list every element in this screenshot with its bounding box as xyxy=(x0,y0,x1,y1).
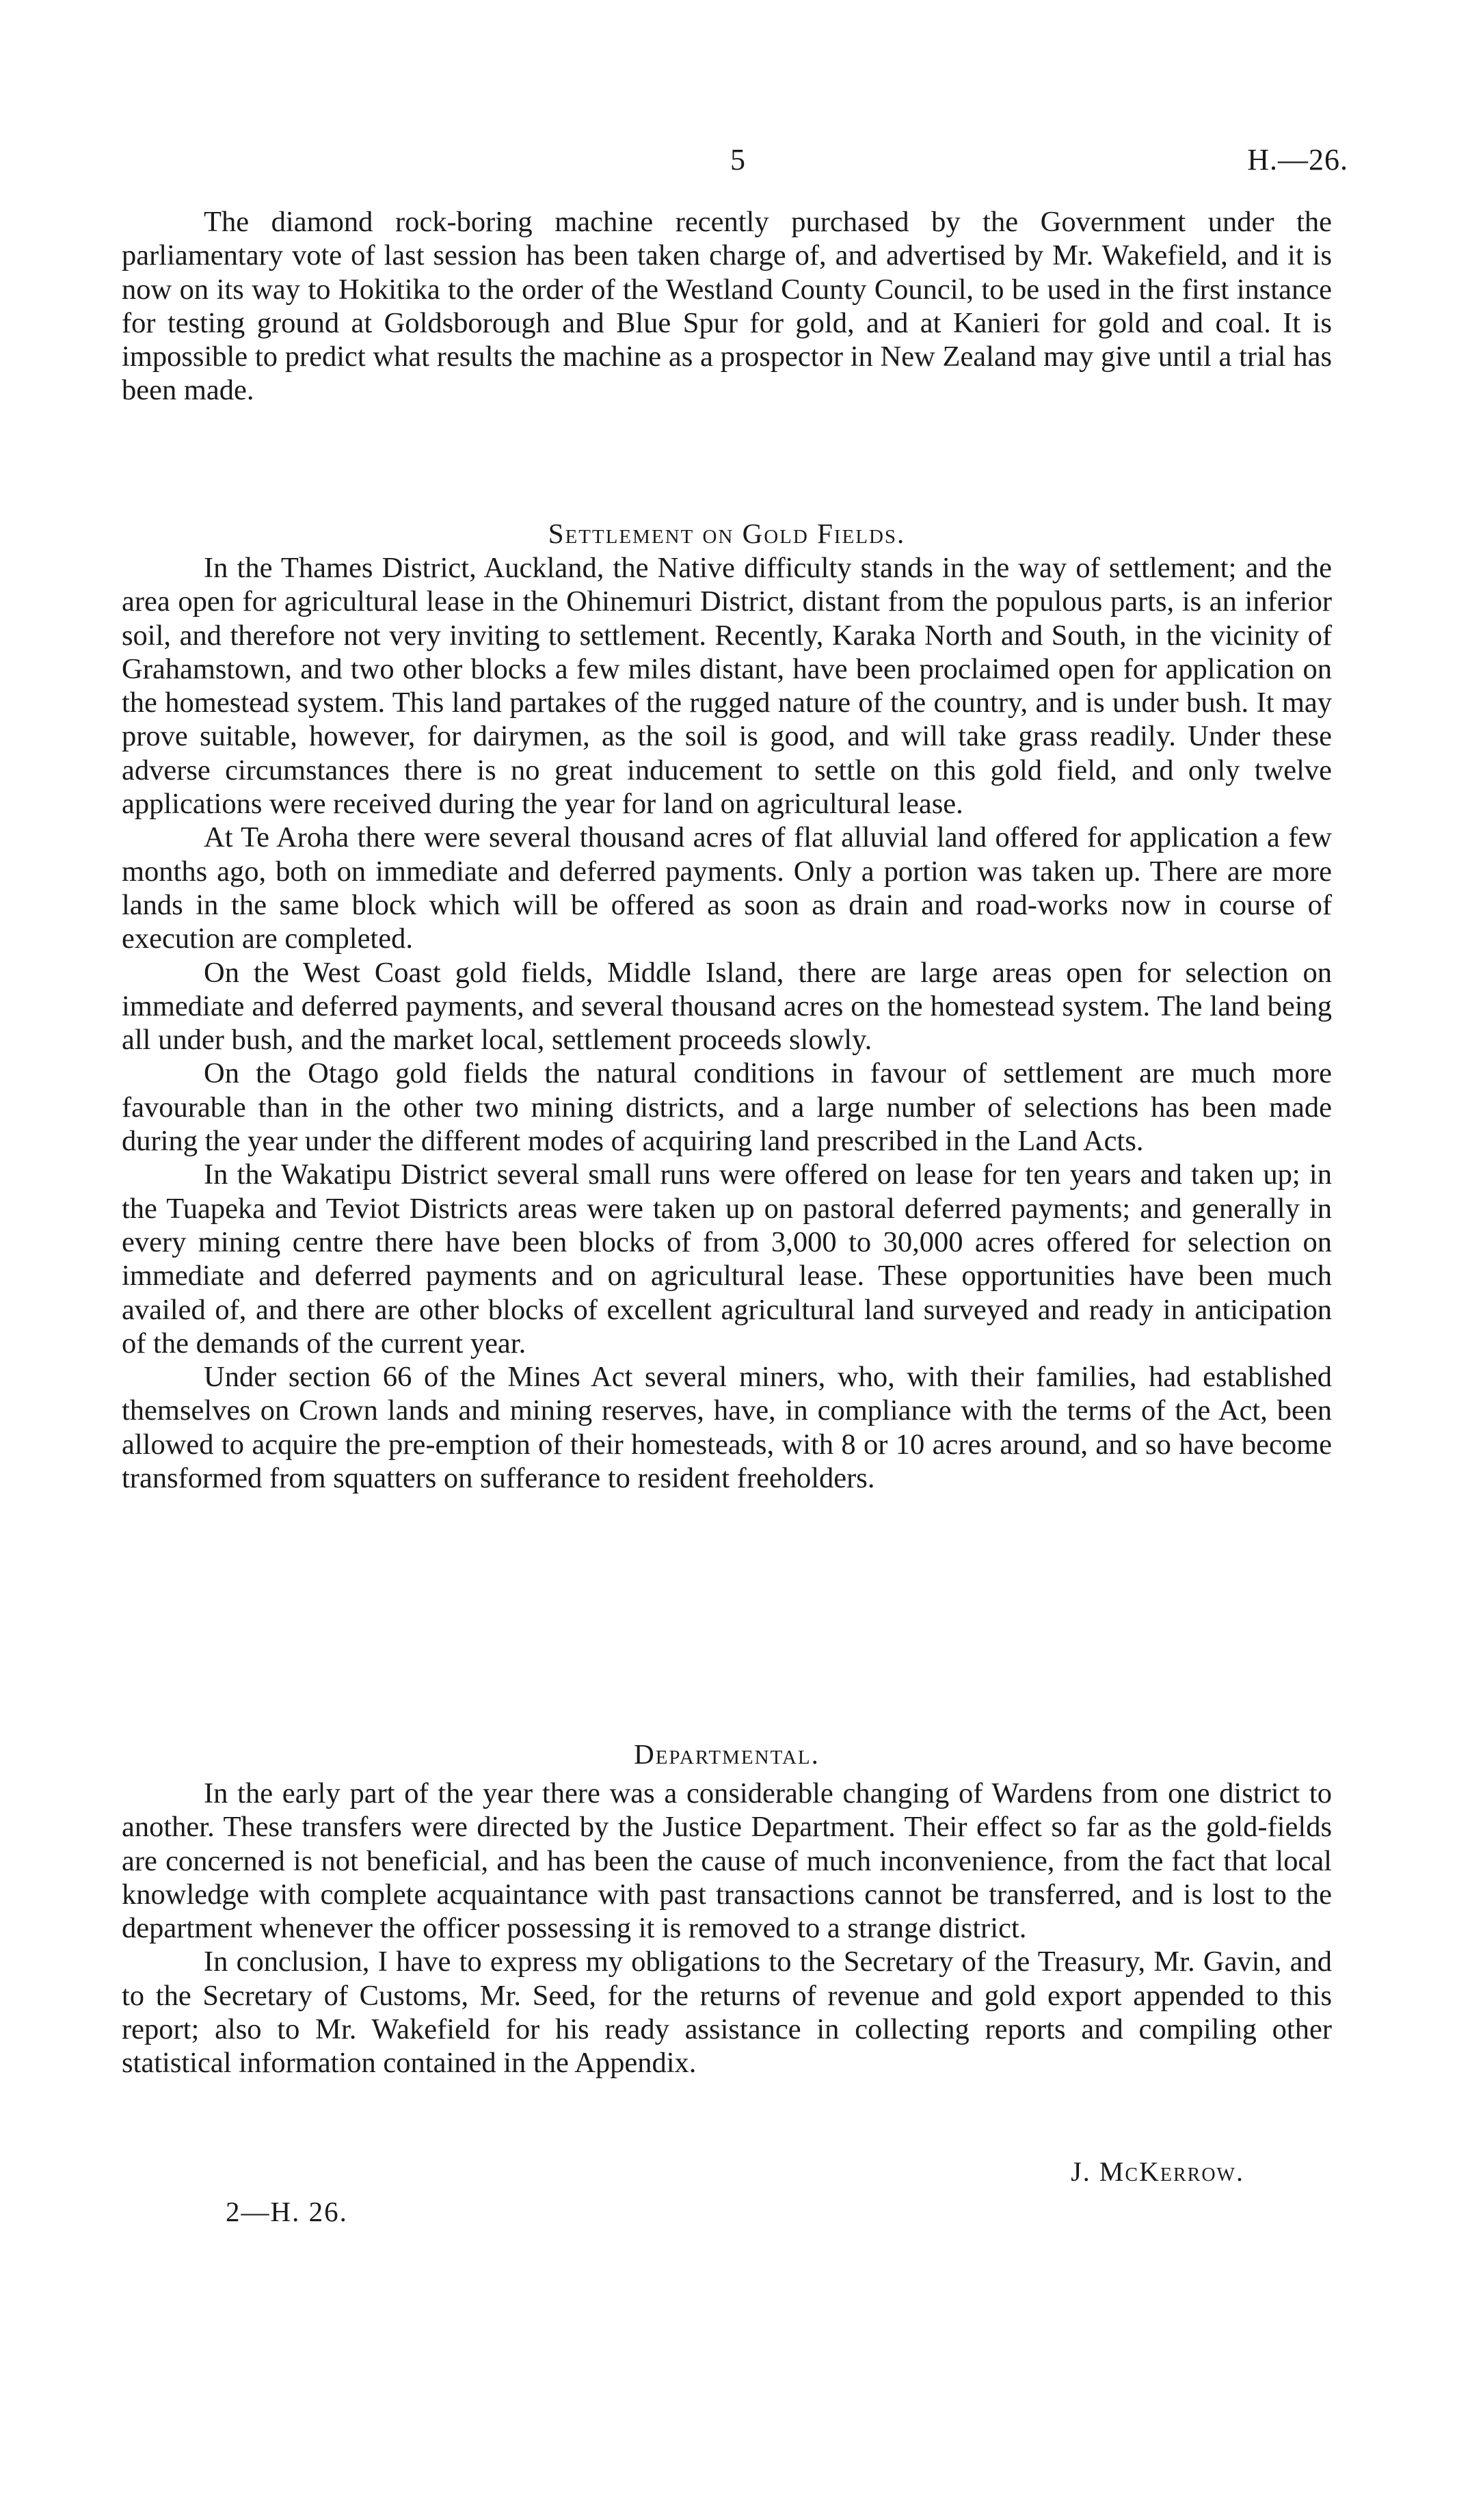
settlement-heading-wrap xyxy=(122,516,1332,551)
settlement-paragraph: On the West Coast gold fields, Middle Island, there are large areas open for selection on immediate and deferred payments, and several thousand acres on the homestead system. The land being all under bush, and the market local, settlement proceeds slowly. xyxy=(122,956,1332,1057)
document-reference: H.—26. xyxy=(1247,143,1348,176)
departmental-section xyxy=(122,1777,1332,2080)
settlement-paragraph: Under section 66 of the Mines Act several miners, who, with their families, had established themselves on Crown lands and mining reserves, have, in compliance with the terms of the Act, been allowed to acquire the pre-emption of their homesteads, with 8 or 10 acres around, and so have become transformed from squatters on sufferance to resident freeholders. xyxy=(122,1361,1332,1495)
footer-code: 2—H. 26. xyxy=(226,2196,348,2227)
settlement-paragraph: On the Otago gold fields the natural conditions in favour of settlement are much more favourable than in the other two mining districts, and a large number of selections has been made during the year under the different modes of acquiring land prescribed in the Land Acts. xyxy=(122,1057,1332,1158)
settlement-paragraph: In the Thames District, Auckland, the Native difficulty stands in the way of settlement; and the area open for agricultural lease in the Ohinemuri District, distant from the populous parts, is an inferior soil, and therefore not very inviting to settlement. Recently, Karaka North and South, in the vicinity of Grahamstown, and two other blocks a few miles distant, have been proclaimed open for application on the homestead system. This land partakes of the rugged nature of the country, and is under bush. It may prove suitable, however, for dairymen, as the soil is good, and will take grass readily. Under these adverse circumstances there is no great inducement to settle on this gold field, and only twelve applications were received during the year for land on agricultural lease. xyxy=(122,552,1332,821)
page-header xyxy=(0,142,1470,183)
departmental-heading-wrap xyxy=(122,1737,1332,1771)
departmental-paragraph: In conclusion, I have to express my obligations to the Secretary of the Treasury, Mr. Gavin, and to the Secretary of Customs, Mr. Seed, for the returns of revenue and gold export appended to this report; also to Mr. Wakefield for his ready assistance in collecting reports and compiling other statistical information contained in the Appendix. xyxy=(122,1946,1332,2080)
page-number: 5 xyxy=(730,143,745,176)
settlement-paragraph: At Te Aroha there were several thousand acres of flat alluvial land offered for application a few months ago, both on immediate and deferred payments. Only a portion was taken up. There are more lands in the same block which will be offered as soon as drain and road-works now in course of execution are completed. xyxy=(122,821,1332,955)
settlement-paragraph: In the Wakatipu District several small runs were offered on lease for ten years and taken up; in the Tuapeka and Teviot Districts areas were taken up on pastoral deferred payments; and generally in every mining centre there have been blocks of from 3,000 to 30,000 acres offered for selection on immediate and deferred payments and on agricultural lease. These opportunities have been much availed of, and there are other blocks of excellent agricultural land surveyed and ready in anticipation of the demands of the current year. xyxy=(122,1158,1332,1360)
signature: J. McKerrow. xyxy=(1071,2156,1244,2187)
intro-section xyxy=(122,205,1332,408)
settlement-section xyxy=(122,551,1332,1495)
departmental-paragraph: In the early part of the year there was a considerable changing of Wardens from one district to another. These transfers were directed by the Justice Department. Their effect so far as the gold-fields are concerned is not beneficial, and has been the cause of much inconvenience, from the fact that local knowledge with complete acquaintance with past transactions cannot be transferred, and is lost to the department whenever the officer possessing it is removed to a strange district. xyxy=(122,1777,1332,1945)
intro-paragraph: The diamond rock-boring machine recently purchased by the Government under the parliamentary vote of last session has been taken charge of, and advertised by Mr. Wakefield, and it is now on its way to Hokitika to the order of the Westland County Council, to be used in the first instance for testing ground at Goldsborough and Blue Spur for gold, and at Kanieri for gold and coal. It is impossible to predict what results the machine as a prospector in New Zealand may give until a trial has been made. xyxy=(122,206,1332,407)
settlement-heading: Settlement on Gold Fields. xyxy=(548,518,906,549)
departmental-heading: Departmental. xyxy=(634,1738,820,1770)
